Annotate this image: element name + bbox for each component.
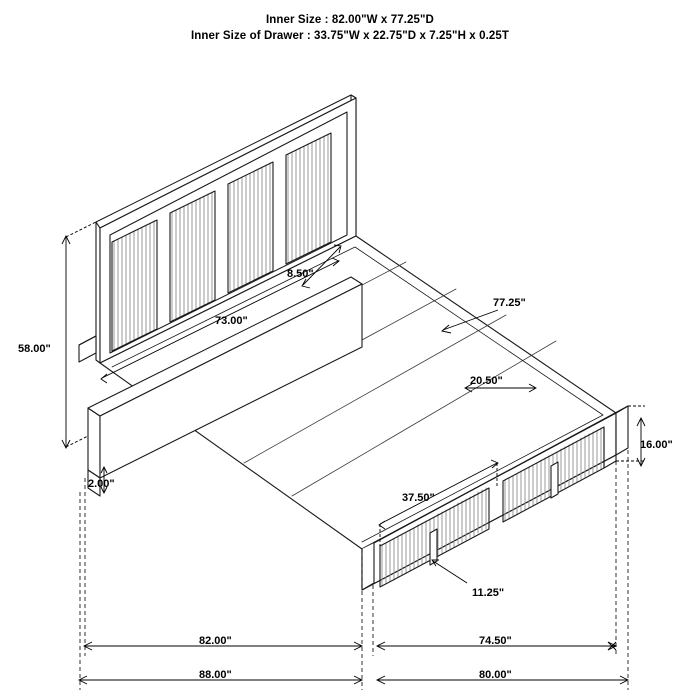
header-line-2: Inner Size of Drawer : 33.75"W x 22.75"D x 7.25"H x 0.25T: [190, 30, 509, 42]
dim-label-headboard-height: 58.00": [18, 343, 51, 355]
dim-label-clearance: 2.00": [88, 478, 115, 490]
dim-label-drawer-width: 37.50": [402, 492, 435, 504]
dim-label-footboard-depth: 74.50": [479, 635, 512, 647]
dim-label-overall-depth: 80.00": [479, 669, 512, 681]
dim-drawer-handle: [432, 560, 467, 583]
dim-label-deck-depth: 77.25": [493, 297, 526, 309]
dim-label-side-rail-inset: 20.50": [470, 375, 503, 387]
dim-label-rail-height: 16.00": [640, 439, 673, 451]
dim-label-headboard-inner-width: 73.00": [215, 315, 248, 327]
dim-label-drawer-handle: 11.25": [472, 587, 505, 599]
dim-label-inner-width: 82.00": [199, 635, 232, 647]
dim-label-headboard-top-inset: 8.50": [287, 268, 314, 280]
dim-label-overall-width: 88.00": [199, 669, 232, 681]
header-line-1: Inner Size : 82.00"W x 77.25"D: [266, 14, 434, 26]
foot-legs: [362, 543, 374, 590]
